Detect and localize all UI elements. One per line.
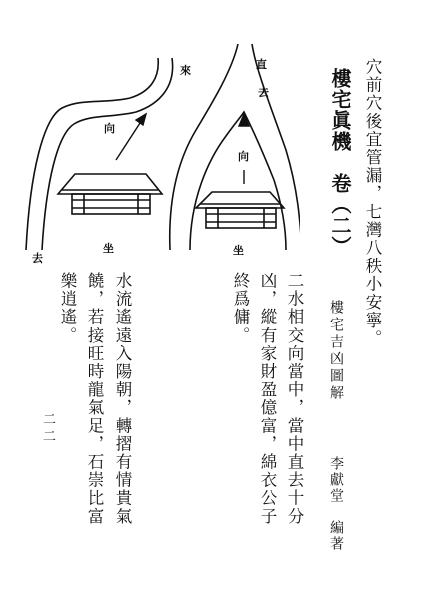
body-line-4: 水流遙遠入陽朝，轉摺有情貴氣 bbox=[113, 272, 132, 526]
body-line-6: 樂逍遙。 bbox=[58, 272, 77, 345]
section-title: 樓宅吉凶圖解 bbox=[328, 300, 344, 402]
body-line-5: 饒，若接旺時龍氣足，石崇比富 bbox=[85, 272, 104, 526]
left-house bbox=[58, 174, 162, 214]
right-house bbox=[196, 192, 284, 228]
label-left-facing: 向 bbox=[104, 122, 115, 135]
left-river-diagram bbox=[26, 58, 173, 250]
verse-top: 穴前穴後宜管漏，七灣八秩小安寧。 bbox=[363, 58, 382, 348]
body-line-1: 二水相交向當中，當中直去十分 bbox=[285, 272, 304, 526]
author-line: 李獻堂 編著 bbox=[328, 456, 344, 552]
label-straight: 直 bbox=[256, 58, 267, 71]
body-line-3: 終爲傭。 bbox=[231, 272, 250, 345]
diagram-area bbox=[0, 0, 300, 270]
left-river-inner-bank bbox=[42, 58, 173, 250]
right-river-inner-split bbox=[190, 112, 286, 250]
left-facing-arrow bbox=[116, 114, 146, 160]
label-right-sit: 坐 bbox=[233, 244, 244, 257]
label-come: 來 bbox=[180, 64, 191, 77]
left-river-outer-bank bbox=[26, 58, 158, 250]
body-line-2: 凶，縱有家財盈億富，綿衣公子 bbox=[258, 272, 277, 526]
page-title: 樓宅眞機 卷（二） bbox=[328, 68, 352, 257]
label-right-go: 去 bbox=[258, 86, 269, 99]
label-left-go: 去 bbox=[32, 252, 43, 265]
label-right-facing: 向 bbox=[238, 150, 249, 163]
page-number: 二二 bbox=[40, 412, 55, 446]
label-left-sit: 坐 bbox=[103, 242, 114, 255]
